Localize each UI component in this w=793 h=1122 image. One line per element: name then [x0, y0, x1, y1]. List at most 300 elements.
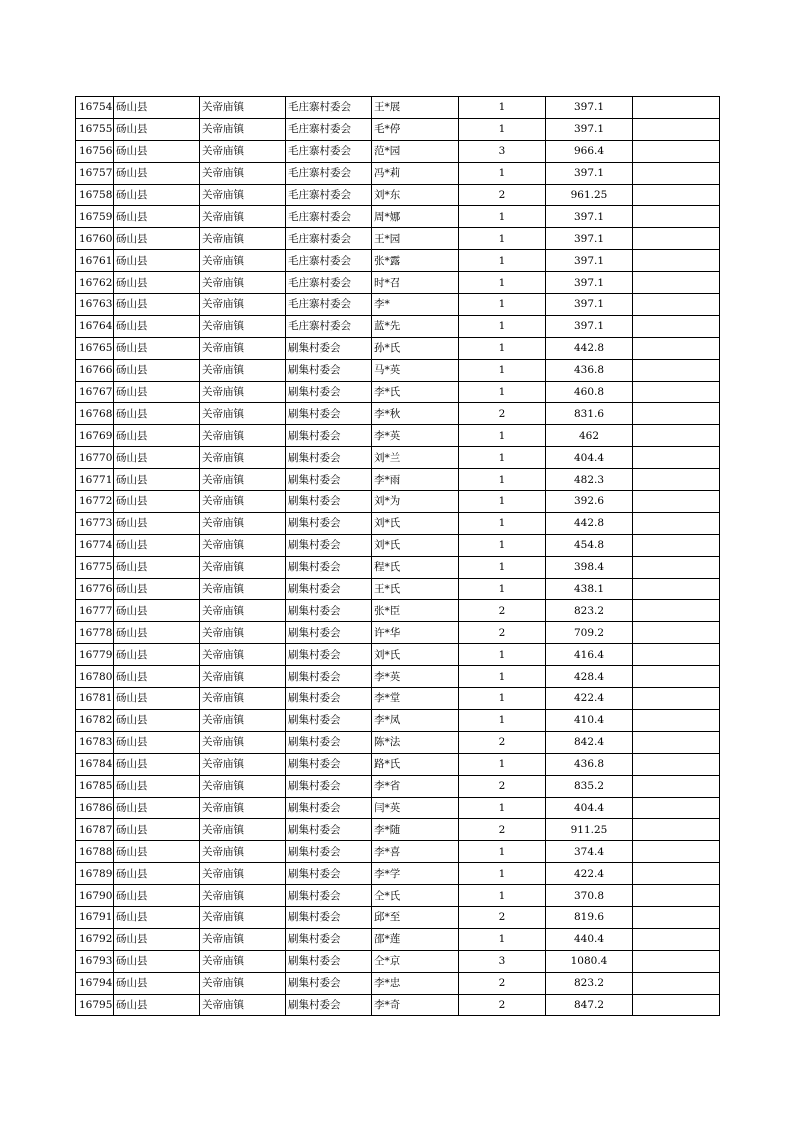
name-cell: 李*堂	[372, 688, 459, 710]
village-cell: 刷集村委会	[286, 885, 372, 907]
household-count-cell: 1	[459, 841, 546, 863]
village-cell: 刷集村委会	[286, 469, 372, 491]
county-cell: 砀山县	[114, 994, 200, 1016]
household-count-cell: 2	[459, 600, 546, 622]
amount-cell: 397.1	[546, 315, 633, 337]
county-cell: 砀山县	[114, 928, 200, 950]
amount-cell: 482.3	[546, 469, 633, 491]
amount-cell: 823.2	[546, 972, 633, 994]
village-cell: 刷集村委会	[286, 337, 372, 359]
name-cell: 路*氏	[372, 753, 459, 775]
household-count-cell: 1	[459, 381, 546, 403]
table-row	[76, 491, 720, 513]
town-cell: 关帝庙镇	[200, 819, 286, 841]
table-row	[76, 97, 720, 119]
village-cell: 刷集村委会	[286, 972, 372, 994]
household-count-cell: 1	[459, 688, 546, 710]
county-cell: 砀山县	[114, 950, 200, 972]
household-count-cell: 1	[459, 928, 546, 950]
town-cell: 关帝庙镇	[200, 709, 286, 731]
row-id-cell: 16786	[76, 797, 114, 819]
county-cell: 砀山县	[114, 206, 200, 228]
village-cell: 毛庄寨村委会	[286, 206, 372, 228]
town-cell: 关帝庙镇	[200, 556, 286, 578]
row-id-cell: 16779	[76, 644, 114, 666]
note-cell	[633, 863, 720, 885]
row-id-cell: 16772	[76, 491, 114, 513]
town-cell: 关帝庙镇	[200, 250, 286, 272]
table-row	[76, 425, 720, 447]
name-cell: 孙*氏	[372, 337, 459, 359]
row-id-cell: 16780	[76, 666, 114, 688]
row-id-cell: 16758	[76, 184, 114, 206]
household-count-cell: 2	[459, 994, 546, 1016]
town-cell: 关帝庙镇	[200, 688, 286, 710]
amount-cell: 709.2	[546, 622, 633, 644]
village-cell: 毛庄寨村委会	[286, 97, 372, 119]
amount-cell: 422.4	[546, 688, 633, 710]
table-row	[76, 337, 720, 359]
row-id-cell: 16793	[76, 950, 114, 972]
county-cell: 砀山县	[114, 228, 200, 250]
name-cell: 毛*停	[372, 118, 459, 140]
county-cell: 砀山县	[114, 600, 200, 622]
county-cell: 砀山县	[114, 162, 200, 184]
row-id-cell: 16771	[76, 469, 114, 491]
household-count-cell: 1	[459, 272, 546, 294]
note-cell	[633, 140, 720, 162]
table-row	[76, 272, 720, 294]
name-cell: 仝*京	[372, 950, 459, 972]
town-cell: 关帝庙镇	[200, 403, 286, 425]
table-body	[76, 97, 720, 1016]
row-id-cell: 16769	[76, 425, 114, 447]
village-cell: 毛庄寨村委会	[286, 315, 372, 337]
amount-cell: 370.8	[546, 885, 633, 907]
amount-cell: 442.8	[546, 337, 633, 359]
household-count-cell: 1	[459, 294, 546, 316]
amount-cell: 911.25	[546, 819, 633, 841]
row-id-cell: 16763	[76, 294, 114, 316]
note-cell	[633, 315, 720, 337]
name-cell: 李*喜	[372, 841, 459, 863]
household-count-cell: 2	[459, 972, 546, 994]
note-cell	[633, 906, 720, 928]
name-cell: 冯*莉	[372, 162, 459, 184]
name-cell: 李*英	[372, 425, 459, 447]
note-cell	[633, 337, 720, 359]
table-row	[76, 140, 720, 162]
note-cell	[633, 118, 720, 140]
village-cell: 刷集村委会	[286, 666, 372, 688]
amount-cell: 842.4	[546, 731, 633, 753]
amount-cell: 966.4	[546, 140, 633, 162]
row-id-cell: 16756	[76, 140, 114, 162]
amount-cell: 397.1	[546, 118, 633, 140]
village-cell: 刷集村委会	[286, 950, 372, 972]
table-row	[76, 359, 720, 381]
amount-cell: 404.4	[546, 447, 633, 469]
name-cell: 王*园	[372, 228, 459, 250]
town-cell: 关帝庙镇	[200, 272, 286, 294]
county-cell: 砀山县	[114, 863, 200, 885]
amount-cell: 398.4	[546, 556, 633, 578]
town-cell: 关帝庙镇	[200, 863, 286, 885]
village-cell: 毛庄寨村委会	[286, 294, 372, 316]
county-cell: 砀山县	[114, 118, 200, 140]
county-cell: 砀山县	[114, 622, 200, 644]
county-cell: 砀山县	[114, 885, 200, 907]
amount-cell: 397.1	[546, 162, 633, 184]
name-cell: 李*氏	[372, 381, 459, 403]
town-cell: 关帝庙镇	[200, 337, 286, 359]
table-row	[76, 447, 720, 469]
name-cell: 李*	[372, 294, 459, 316]
village-cell: 刷集村委会	[286, 578, 372, 600]
village-cell: 刷集村委会	[286, 775, 372, 797]
village-cell: 刷集村委会	[286, 447, 372, 469]
table-row	[76, 863, 720, 885]
amount-cell: 1080.4	[546, 950, 633, 972]
table-row	[76, 819, 720, 841]
note-cell	[633, 644, 720, 666]
table-row	[76, 294, 720, 316]
row-id-cell: 16760	[76, 228, 114, 250]
household-count-cell: 1	[459, 447, 546, 469]
county-cell: 砀山县	[114, 97, 200, 119]
county-cell: 砀山县	[114, 731, 200, 753]
town-cell: 关帝庙镇	[200, 950, 286, 972]
village-cell: 刷集村委会	[286, 644, 372, 666]
table-row	[76, 731, 720, 753]
household-count-cell: 1	[459, 97, 546, 119]
table-row	[76, 228, 720, 250]
name-cell: 刘*氏	[372, 512, 459, 534]
name-cell: 陈*法	[372, 731, 459, 753]
village-cell: 刷集村委会	[286, 491, 372, 513]
household-count-cell: 1	[459, 797, 546, 819]
row-id-cell: 16754	[76, 97, 114, 119]
town-cell: 关帝庙镇	[200, 381, 286, 403]
table-row	[76, 600, 720, 622]
town-cell: 关帝庙镇	[200, 162, 286, 184]
table-row	[76, 118, 720, 140]
note-cell	[633, 512, 720, 534]
amount-cell: 831.6	[546, 403, 633, 425]
county-cell: 砀山县	[114, 578, 200, 600]
note-cell	[633, 600, 720, 622]
name-cell: 李*凤	[372, 709, 459, 731]
village-cell: 毛庄寨村委会	[286, 228, 372, 250]
note-cell	[633, 841, 720, 863]
town-cell: 关帝庙镇	[200, 294, 286, 316]
note-cell	[633, 184, 720, 206]
village-cell: 刷集村委会	[286, 359, 372, 381]
amount-cell: 823.2	[546, 600, 633, 622]
note-cell	[633, 381, 720, 403]
amount-cell: 454.8	[546, 534, 633, 556]
amount-cell: 442.8	[546, 512, 633, 534]
name-cell: 王*氏	[372, 578, 459, 600]
table-row	[76, 512, 720, 534]
household-count-cell: 2	[459, 403, 546, 425]
household-count-cell: 2	[459, 731, 546, 753]
table-row	[76, 775, 720, 797]
town-cell: 关帝庙镇	[200, 753, 286, 775]
row-id-cell: 16787	[76, 819, 114, 841]
household-count-cell: 1	[459, 556, 546, 578]
county-cell: 砀山县	[114, 512, 200, 534]
row-id-cell: 16767	[76, 381, 114, 403]
name-cell: 邵*莲	[372, 928, 459, 950]
village-cell: 刷集村委会	[286, 928, 372, 950]
county-cell: 砀山县	[114, 709, 200, 731]
row-id-cell: 16774	[76, 534, 114, 556]
note-cell	[633, 491, 720, 513]
village-cell: 刷集村委会	[286, 381, 372, 403]
town-cell: 关帝庙镇	[200, 775, 286, 797]
name-cell: 时*召	[372, 272, 459, 294]
table-row	[76, 797, 720, 819]
row-id-cell: 16761	[76, 250, 114, 272]
table-row	[76, 666, 720, 688]
name-cell: 闫*英	[372, 797, 459, 819]
table-row	[76, 622, 720, 644]
note-cell	[633, 775, 720, 797]
row-id-cell: 16791	[76, 906, 114, 928]
household-count-cell: 1	[459, 753, 546, 775]
town-cell: 关帝庙镇	[200, 140, 286, 162]
county-cell: 砀山县	[114, 819, 200, 841]
town-cell: 关帝庙镇	[200, 622, 286, 644]
note-cell	[633, 928, 720, 950]
county-cell: 砀山县	[114, 359, 200, 381]
name-cell: 周*娜	[372, 206, 459, 228]
household-count-cell: 1	[459, 644, 546, 666]
town-cell: 关帝庙镇	[200, 228, 286, 250]
village-cell: 毛庄寨村委会	[286, 140, 372, 162]
household-count-cell: 1	[459, 206, 546, 228]
name-cell: 蓝*先	[372, 315, 459, 337]
village-cell: 刷集村委会	[286, 512, 372, 534]
row-id-cell: 16794	[76, 972, 114, 994]
name-cell: 邱*至	[372, 906, 459, 928]
note-cell	[633, 228, 720, 250]
village-cell: 刷集村委会	[286, 709, 372, 731]
county-cell: 砀山县	[114, 469, 200, 491]
county-cell: 砀山县	[114, 403, 200, 425]
household-count-cell: 1	[459, 863, 546, 885]
table-row	[76, 709, 720, 731]
row-id-cell: 16768	[76, 403, 114, 425]
town-cell: 关帝庙镇	[200, 184, 286, 206]
village-cell: 毛庄寨村委会	[286, 184, 372, 206]
county-cell: 砀山县	[114, 666, 200, 688]
amount-cell: 416.4	[546, 644, 633, 666]
household-count-cell: 1	[459, 885, 546, 907]
table-row	[76, 403, 720, 425]
household-count-cell: 1	[459, 709, 546, 731]
county-cell: 砀山县	[114, 841, 200, 863]
row-id-cell: 16778	[76, 622, 114, 644]
town-cell: 关帝庙镇	[200, 885, 286, 907]
town-cell: 关帝庙镇	[200, 666, 286, 688]
name-cell: 李*随	[372, 819, 459, 841]
table-row	[76, 162, 720, 184]
note-cell	[633, 294, 720, 316]
village-cell: 刷集村委会	[286, 753, 372, 775]
household-count-cell: 2	[459, 819, 546, 841]
county-cell: 砀山县	[114, 250, 200, 272]
note-cell	[633, 950, 720, 972]
county-cell: 砀山县	[114, 906, 200, 928]
household-count-cell: 2	[459, 906, 546, 928]
town-cell: 关帝庙镇	[200, 447, 286, 469]
village-cell: 刷集村委会	[286, 906, 372, 928]
amount-cell: 422.4	[546, 863, 633, 885]
table-row	[76, 206, 720, 228]
amount-cell: 436.8	[546, 753, 633, 775]
name-cell: 李*雨	[372, 469, 459, 491]
county-cell: 砀山县	[114, 753, 200, 775]
row-id-cell: 16765	[76, 337, 114, 359]
note-cell	[633, 556, 720, 578]
amount-cell: 397.1	[546, 206, 633, 228]
row-id-cell: 16781	[76, 688, 114, 710]
household-count-cell: 3	[459, 140, 546, 162]
town-cell: 关帝庙镇	[200, 118, 286, 140]
town-cell: 关帝庙镇	[200, 644, 286, 666]
note-cell	[633, 731, 720, 753]
amount-cell: 819.6	[546, 906, 633, 928]
row-id-cell: 16757	[76, 162, 114, 184]
table-row	[76, 994, 720, 1016]
town-cell: 关帝庙镇	[200, 600, 286, 622]
note-cell	[633, 359, 720, 381]
county-cell: 砀山县	[114, 337, 200, 359]
household-count-cell: 1	[459, 534, 546, 556]
row-id-cell: 16782	[76, 709, 114, 731]
amount-cell: 397.1	[546, 228, 633, 250]
row-id-cell: 16784	[76, 753, 114, 775]
row-id-cell: 16788	[76, 841, 114, 863]
town-cell: 关帝庙镇	[200, 797, 286, 819]
row-id-cell: 16755	[76, 118, 114, 140]
note-cell	[633, 709, 720, 731]
household-count-cell: 1	[459, 315, 546, 337]
name-cell: 刘*为	[372, 491, 459, 513]
name-cell: 刘*兰	[372, 447, 459, 469]
village-cell: 毛庄寨村委会	[286, 118, 372, 140]
note-cell	[633, 162, 720, 184]
town-cell: 关帝庙镇	[200, 994, 286, 1016]
row-id-cell: 16776	[76, 578, 114, 600]
amount-cell: 410.4	[546, 709, 633, 731]
note-cell	[633, 972, 720, 994]
town-cell: 关帝庙镇	[200, 315, 286, 337]
village-cell: 刷集村委会	[286, 731, 372, 753]
county-cell: 砀山县	[114, 797, 200, 819]
household-count-cell: 1	[459, 228, 546, 250]
household-count-cell: 1	[459, 469, 546, 491]
town-cell: 关帝庙镇	[200, 491, 286, 513]
name-cell: 许*华	[372, 622, 459, 644]
note-cell	[633, 797, 720, 819]
village-cell: 刷集村委会	[286, 622, 372, 644]
row-id-cell: 16759	[76, 206, 114, 228]
town-cell: 关帝庙镇	[200, 469, 286, 491]
row-id-cell: 16777	[76, 600, 114, 622]
county-cell: 砀山县	[114, 381, 200, 403]
name-cell: 刘*东	[372, 184, 459, 206]
table-row	[76, 184, 720, 206]
note-cell	[633, 819, 720, 841]
row-id-cell: 16792	[76, 928, 114, 950]
table-row	[76, 906, 720, 928]
town-cell: 关帝庙镇	[200, 972, 286, 994]
household-count-cell: 1	[459, 337, 546, 359]
table-row	[76, 556, 720, 578]
note-cell	[633, 534, 720, 556]
village-cell: 刷集村委会	[286, 688, 372, 710]
name-cell: 李*奇	[372, 994, 459, 1016]
amount-cell: 847.2	[546, 994, 633, 1016]
village-cell: 刷集村委会	[286, 994, 372, 1016]
name-cell: 李*秋	[372, 403, 459, 425]
note-cell	[633, 578, 720, 600]
village-cell: 刷集村委会	[286, 403, 372, 425]
village-cell: 刷集村委会	[286, 600, 372, 622]
name-cell: 李*学	[372, 863, 459, 885]
table-row	[76, 928, 720, 950]
town-cell: 关帝庙镇	[200, 928, 286, 950]
household-count-cell: 1	[459, 359, 546, 381]
household-count-cell: 2	[459, 184, 546, 206]
town-cell: 关帝庙镇	[200, 425, 286, 447]
household-count-cell: 1	[459, 578, 546, 600]
name-cell: 马*英	[372, 359, 459, 381]
name-cell: 张*露	[372, 250, 459, 272]
name-cell: 李*省	[372, 775, 459, 797]
household-count-cell: 1	[459, 512, 546, 534]
household-count-cell: 3	[459, 950, 546, 972]
county-cell: 砀山县	[114, 447, 200, 469]
county-cell: 砀山县	[114, 491, 200, 513]
table-row	[76, 688, 720, 710]
note-cell	[633, 206, 720, 228]
village-cell: 刷集村委会	[286, 425, 372, 447]
town-cell: 关帝庙镇	[200, 206, 286, 228]
amount-cell: 961.25	[546, 184, 633, 206]
county-cell: 砀山县	[114, 556, 200, 578]
row-id-cell: 16790	[76, 885, 114, 907]
county-cell: 砀山县	[114, 315, 200, 337]
table-row	[76, 644, 720, 666]
table-row	[76, 841, 720, 863]
note-cell	[633, 250, 720, 272]
table-row	[76, 315, 720, 337]
village-cell: 毛庄寨村委会	[286, 162, 372, 184]
amount-cell: 397.1	[546, 250, 633, 272]
county-cell: 砀山县	[114, 972, 200, 994]
amount-cell: 397.1	[546, 97, 633, 119]
county-cell: 砀山县	[114, 534, 200, 556]
table-row	[76, 469, 720, 491]
row-id-cell: 16775	[76, 556, 114, 578]
table-row	[76, 885, 720, 907]
county-cell: 砀山县	[114, 644, 200, 666]
village-cell: 刷集村委会	[286, 556, 372, 578]
